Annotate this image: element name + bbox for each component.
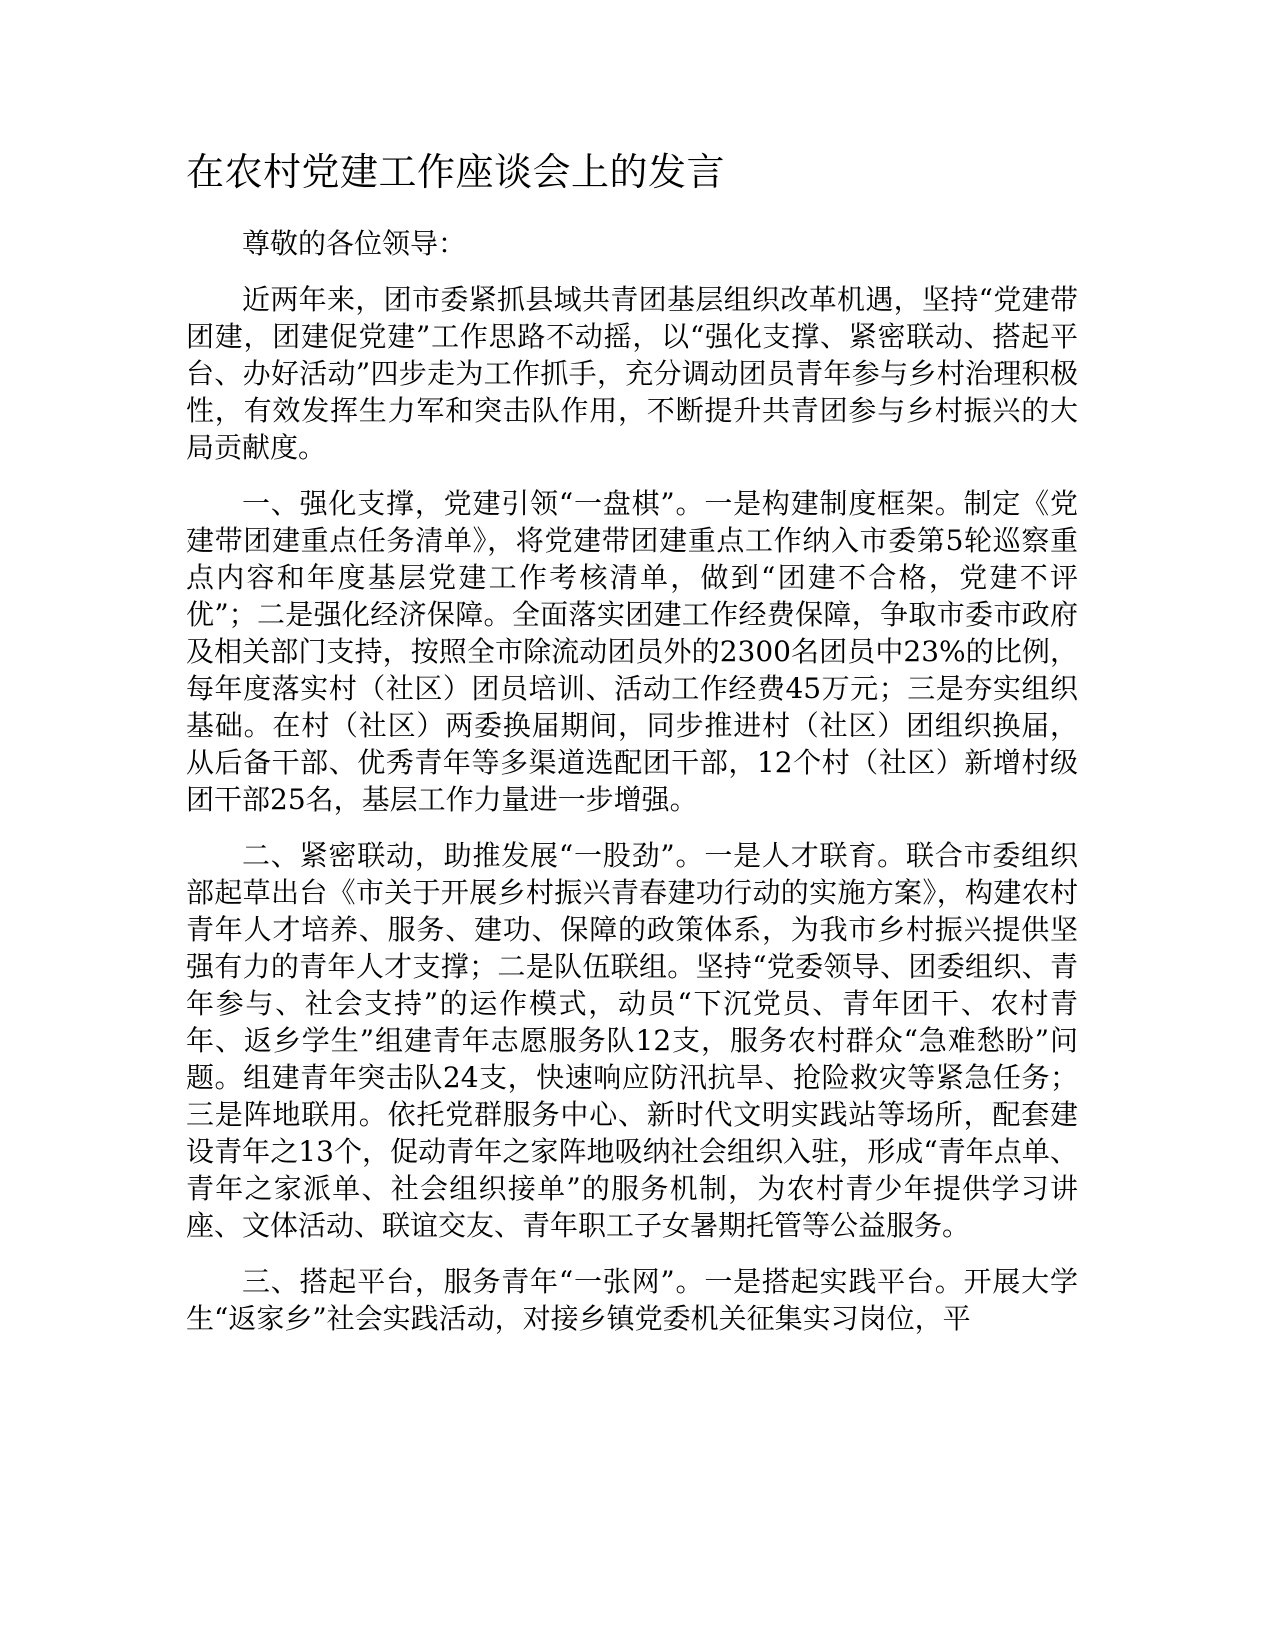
paragraph-section-2: 二、紧密联动，助推发展“一股劲”。一是人才联育。联合市委组织部起草出台《市关于开展乡村振兴青春建功行动的实施方案》，构建农村青年人才培养、服务、建功、保障的政策体系，为我市乡村振兴提供坚强有力的青年人才支撑；二是队伍联组。坚持“党委领导、团委组织、青年参与、社会支持”的运作模式，动员“下沉党员、青年团干、农村青年、返乡学生”组建青年志愿服务队12支，服务农村群众“急难愁盼”问题。组建青年突击队24支，快速响应防汛抗旱、抢险救灾等紧急任务；三是阵地联用。依托党群服务中心、新时代文明实践站等场所，配套建设青年之13个，促动青年之家阵地吸纳社会组织入驻，形成“青年点单、青年之家派单、社会组织接单”的服务机制，为农村青少年提供学习讲座、文体活动、联谊交友、青年职工子女暑期托管等公益服务。 — [186, 839, 1078, 1242]
paragraph-section-1: 一、强化支撑，党建引领“一盘棋”。一是构建制度框架。制定《党建带团建重点任务清单》，将党建带团建重点工作纳入市委第5轮巡察重点内容和年度基层党建工作考核清单，做到“团建不合格，党建不评优”；二是强化经济保障。全面落实团建工作经费保障，争取市委市政府及相关部门支持，按照全市除流动团员外的2300名团员中23%的比例，每年度落实村（社区）团员培训、活动工作经费45万元；三是夯实组织基础。在村（社区）两委换届期间，同步推进村（社区）团组织换届，从后备干部、优秀青年等多渠道选配团干部，12个村（社区）新增村级团干部25名，基层工作力量进一步增强。 — [186, 487, 1078, 816]
paragraph-intro: 近两年来，团市委紧抓县域共青团基层组织改革机遇，坚持“党建带团建，团建促党建”工作思路不动摇，以“强化支撑、紧密联动、搭起平台、办好活动”四步走为工作抓手，充分调动团员青年参与乡村治理积极性，有效发挥生力军和突击队作用，不断提升共青团参与乡村振兴的大局贡献度。 — [186, 283, 1078, 464]
salutation: 尊敬的各位领导： — [242, 227, 467, 260]
document-body — [186, 225, 1078, 1356]
paragraph-section-3: 三、搭起平台，服务青年“一张网”。一是搭起实践平台。开展大学生“返家乡”社会实践活动，对接乡镇党委机关征集实习岗位，平 — [186, 1265, 1078, 1335]
document-title: 在农村党建工作座谈会上的发言 — [186, 150, 726, 194]
